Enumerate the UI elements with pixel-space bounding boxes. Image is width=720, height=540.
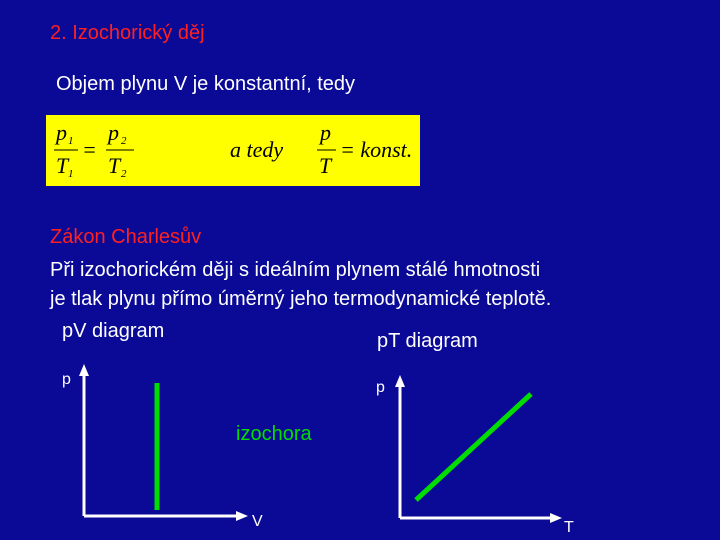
pt-diagram-title: pT diagram — [377, 330, 478, 352]
formula-p1: p — [56, 120, 67, 145]
formula-p1-sub: 1 — [68, 135, 74, 147]
isochore-label: izochora — [236, 423, 312, 445]
formula-p2-sub: 2 — [121, 135, 127, 147]
law-title: Zákon Charlesův — [50, 226, 202, 248]
formula-T1: T — [56, 153, 69, 178]
formula-T2: T — [108, 153, 121, 178]
pv-y-label: p — [62, 371, 71, 388]
page-title: 2. Izochorický děj — [50, 22, 205, 44]
pt-x-arrow-icon — [550, 513, 562, 523]
law-line-1: Při izochorickém ději s ideálním plynem stálé hmotnosti — [50, 259, 541, 281]
formula-connector: a tedy — [230, 137, 284, 162]
pt-y-label: p — [376, 379, 385, 396]
law-line-2: je tlak plynu přímo úměrný jeho termodynamické teplotě. — [50, 288, 552, 310]
pt-y-arrow-icon — [395, 375, 405, 387]
pt-x-label: T — [564, 519, 574, 536]
pv-diagram-title: pV diagram — [62, 320, 165, 342]
pt-diagram — [376, 375, 574, 536]
formula-rhs: = konst. — [340, 137, 413, 162]
pv-y-arrow-icon — [79, 364, 89, 376]
formula-T2-sub: 2 — [121, 168, 127, 180]
formula-p2: p — [108, 120, 119, 145]
formula-T1-sub: 1 — [68, 168, 74, 180]
formula-T: T — [319, 153, 332, 178]
formula-p: p — [320, 120, 331, 145]
pv-diagram — [62, 364, 263, 530]
pv-x-arrow-icon — [236, 511, 248, 521]
formula-equals-1: = — [82, 137, 97, 162]
pv-x-label: V — [252, 513, 263, 530]
pt-isochore-line — [416, 394, 531, 500]
intro-text: Objem plynu V je konstantní, tedy — [56, 73, 356, 95]
